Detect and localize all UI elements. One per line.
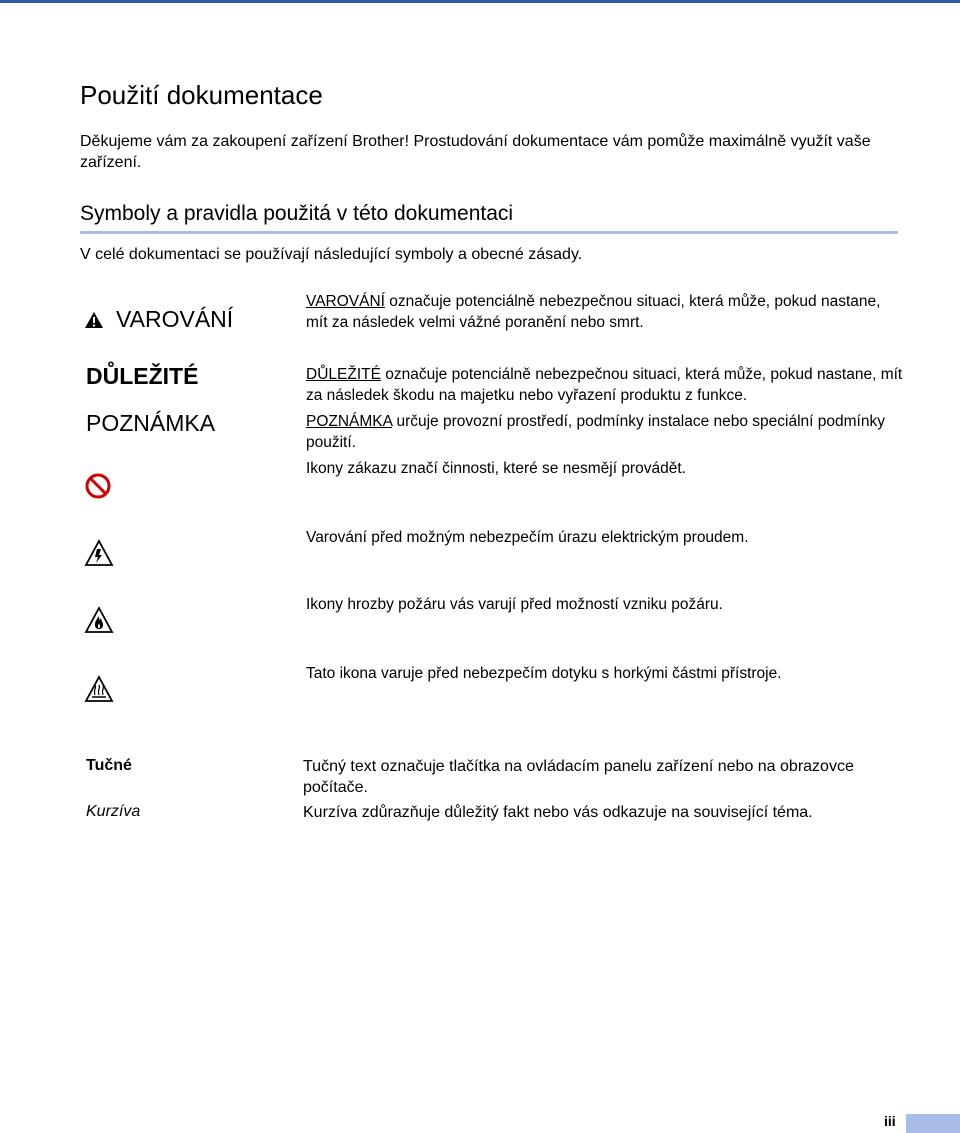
warning-text: označuje potenciálně nebezpečnou situaci, která může, pokud nastane, mít za následek velmi vážné poranění nebo smrt.: [306, 293, 881, 331]
note-label: POZNÁMKA: [86, 410, 216, 436]
electrical-hazard-icon: [84, 539, 114, 569]
top-border-line: [0, 0, 960, 3]
intro-paragraph: Děkujeme vám za zakoupení zařízení Brother! Prostudování dokumentace vám pomůže maximálně využít vaše zařízení.: [80, 133, 871, 171]
warning-label-group: [84, 306, 233, 333]
fire-hazard-icon: [84, 606, 114, 636]
note-term: POZNÁMKA: [306, 413, 393, 430]
bold-label: Tučné: [86, 757, 132, 774]
note-text: určuje provozní prostředí, podmínky instalace nebo speciální podmínky použití.: [306, 413, 885, 451]
important-term: DŮLEŽITÉ: [306, 366, 381, 383]
important-description: [306, 364, 906, 406]
warning-description: [306, 291, 896, 333]
warning-label: VAROVÁNÍ: [116, 306, 234, 332]
italic-label: Kurzíva: [86, 803, 141, 820]
important-text: označuje potenciálně nebezpečnou situaci, která může, pokud nastane, mít za následek škodu na majetku nebo vyřazení produktu z funkce.: [306, 366, 903, 404]
hot-description: Tato ikona varuje před nebezpečím dotyku s horkými částmi přístroje.: [306, 665, 782, 682]
italic-description: Kurzíva zdůrazňuje důležitý fakt nebo vás odkazuje na související téma.: [303, 804, 813, 821]
fire-description: Ikony hrozby požáru vás varují před možností vzniku požáru.: [306, 596, 723, 613]
note-description: [306, 411, 896, 453]
page-number: iii: [884, 1113, 896, 1129]
prohibition-description: Ikony zákazu značí činnosti, které se nesmějí provádět.: [306, 460, 686, 477]
section-lead: V celé dokumentaci se používají následující symboly a obecné zásady.: [80, 246, 583, 263]
section-heading-rule: [80, 231, 898, 234]
warning-triangle-icon: [84, 311, 104, 329]
electric-description: Varování před možným nebezpečím úrazu elektrickým proudem.: [306, 529, 749, 546]
page-number-bar: [906, 1114, 960, 1133]
warning-term: VAROVÁNÍ: [306, 293, 385, 310]
prohibition-icon: [84, 472, 112, 500]
page-title: Použití dokumentace: [80, 80, 323, 110]
important-label: DŮLEŽITÉ: [86, 363, 199, 389]
section-heading: Symboly a pravidla použitá v této dokumentaci: [80, 202, 514, 225]
hot-surface-icon: [84, 675, 114, 705]
bold-description: Tučný text označuje tlačítka na ovládacím panelu zařízení nebo na obrazovce počítače.: [303, 758, 854, 796]
